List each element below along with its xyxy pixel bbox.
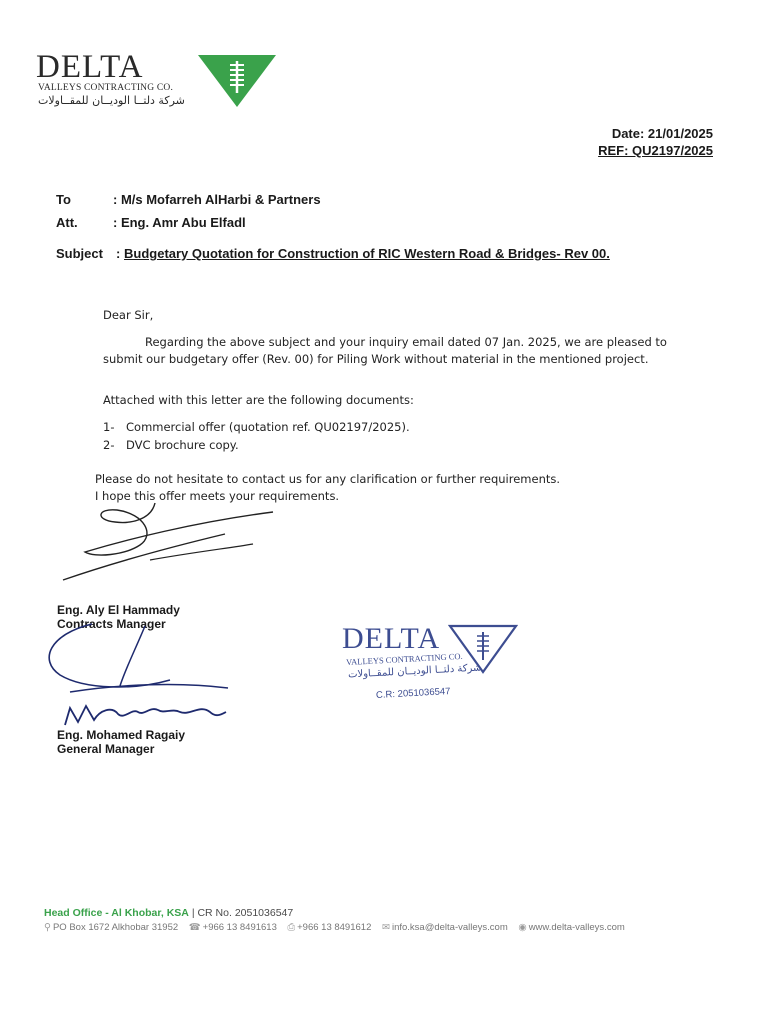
fax-icon: ⎙ [287, 922, 296, 933]
stamp-cr-number: C.R: 2051036547 [375, 686, 451, 701]
footer-po-box: PO Box 1672 Alkhobar 31952 [52, 922, 179, 933]
email-icon: ✉ [382, 922, 390, 933]
attached-intro: Attached with this letter are the following documents: [103, 393, 414, 407]
company-logo [36, 50, 246, 112]
signatory-2-title: General Manager [57, 742, 155, 756]
salutation: Dear Sir, [103, 308, 154, 322]
signature-2 [40, 620, 240, 732]
footer-fax: +966 13 8491612 [297, 922, 372, 933]
list-item: DVC brochure copy. [126, 438, 239, 452]
stamp-subtitle: VALLEYS CONTRACTING CO. [345, 650, 463, 668]
signatory-1-name: Eng. Aly El Hammady [57, 603, 180, 617]
logo-triangle-icon [196, 53, 278, 109]
letter-reference: REF: QU2197/2025 [598, 143, 713, 158]
att-label: Att. [56, 215, 78, 230]
footer-office-line [44, 907, 293, 919]
footer-cr-label: CR No. [197, 907, 232, 919]
att-value: : Eng. Amr Abu Elfadl [113, 215, 246, 230]
signature-1 [55, 500, 280, 590]
company-stamp [340, 622, 520, 712]
subject-value: Budgetary Quotation for Construction of RIC Western Road & Bridges- Rev 00. [124, 246, 610, 261]
footer-separator: | [191, 907, 195, 919]
list-item-number: 1- [103, 420, 115, 434]
list-item: Commercial offer (quotation ref. QU02197/2025). [126, 420, 410, 434]
logo-subtitle: VALLEYS CONTRACTING CO. [38, 83, 174, 93]
closing-line-2: I hope this offer meets your requirements. [95, 489, 340, 503]
to-label: To [56, 192, 71, 207]
footer-contact-line [44, 922, 625, 933]
signatory-2-name: Eng. Mohamed Ragaiy [57, 728, 186, 742]
footer-phone: +966 13 8491613 [202, 922, 277, 933]
closing-line-1: Please do not hesitate to contact us for any clarification or further requirements. [95, 472, 561, 486]
web-globe-icon: ◉ [518, 922, 527, 933]
list-item-number: 2- [103, 438, 115, 452]
subject-separator: : [116, 246, 121, 261]
footer-cr-value: 2051036547 [234, 907, 294, 919]
to-value: : M/s Mofarreh AlHarbi & Partners [113, 192, 321, 207]
paragraph-line-1: Regarding the above subject and your inquiry email dated 07 Jan. 2025, we are pleased to [145, 335, 667, 349]
subject-label: Subject [56, 246, 103, 261]
footer-email: info.ksa@delta-valleys.com [391, 922, 508, 933]
signatory-1-title: Contracts Manager [57, 617, 166, 631]
logo-wordmark: DELTA [36, 49, 144, 85]
letter-date: Date: 21/01/2025 [611, 126, 713, 141]
phone-icon: ☎ [188, 922, 201, 933]
stamp-wordmark: DELTA [342, 622, 441, 655]
footer-web: www.delta-valleys.com [528, 922, 625, 933]
location-pin-icon: ⚲ [44, 922, 51, 933]
footer-office: Head Office - Al Khobar, KSA [44, 907, 189, 919]
stamp-arabic: شركة دلتــا الوديــان للمقــاولات [347, 662, 482, 681]
logo-arabic: شركة دلتــا الوديــان للمقــاولات [38, 94, 185, 107]
paragraph-line-2: submit our budgetary offer (Rev. 00) for Piling Work without material in the mentioned project. [103, 352, 649, 366]
